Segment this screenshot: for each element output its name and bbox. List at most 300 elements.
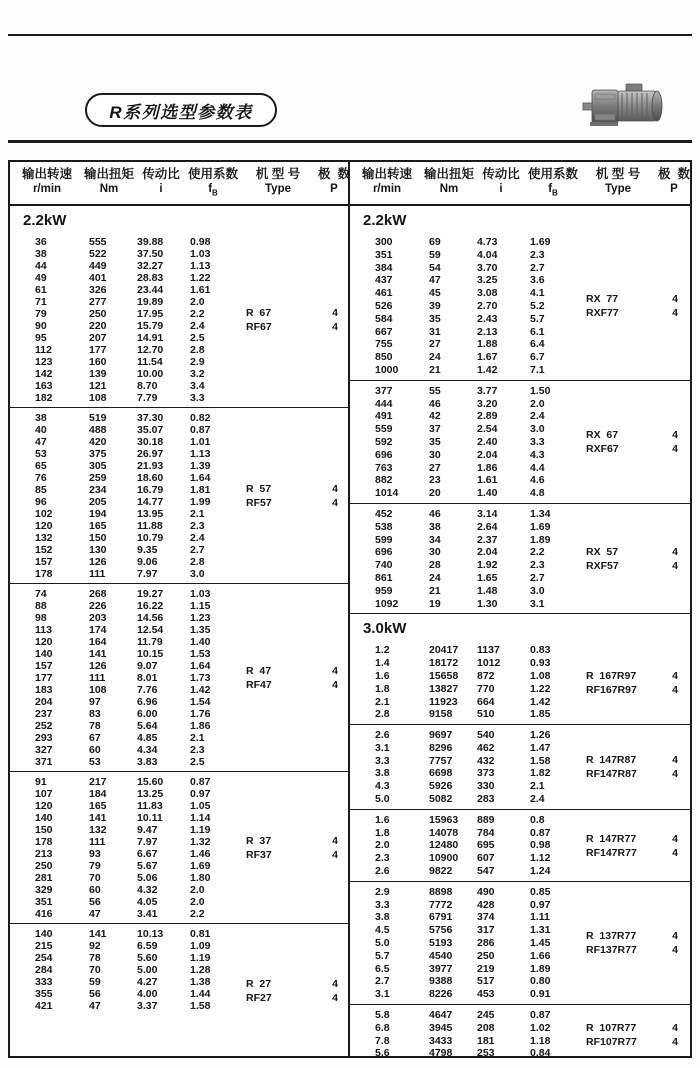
- poles-value: 4: [672, 846, 678, 859]
- cell: 4.3: [530, 448, 545, 461]
- cell: 329: [35, 884, 53, 896]
- table-row: [350, 1022, 576, 1035]
- cell: 9.35: [137, 544, 158, 556]
- table-row: [350, 729, 576, 742]
- cell: 2.04: [477, 448, 498, 461]
- cell: 112: [35, 344, 52, 356]
- cell: 26.97: [137, 448, 164, 460]
- cell: 47: [35, 436, 47, 448]
- cell: 61: [35, 284, 47, 296]
- cell: 592: [375, 435, 393, 448]
- cell: 111: [89, 836, 106, 848]
- cell: 250: [477, 949, 495, 962]
- cell: 3.20: [477, 397, 498, 410]
- cell: 4.32: [137, 884, 158, 896]
- cell: 7.97: [137, 568, 158, 580]
- cell: 0.83: [530, 644, 551, 657]
- table-row: [350, 780, 576, 793]
- column-header-unit: i: [499, 182, 503, 195]
- cell: 5.0: [375, 793, 390, 806]
- column-header-unit: Type: [605, 182, 631, 195]
- cell: 1.58: [190, 1000, 211, 1012]
- column-header-5: [238, 166, 318, 200]
- cell: 6698: [429, 767, 453, 780]
- table-row: [350, 827, 576, 840]
- model-type: R 167R97: [586, 669, 637, 682]
- table-row: [10, 236, 236, 248]
- cell: 10.11: [137, 812, 163, 824]
- cell: 37.50: [137, 248, 164, 260]
- cell: 163: [35, 380, 53, 392]
- table-row: [10, 380, 236, 392]
- table-row: [350, 755, 576, 768]
- cell: 1.6: [375, 669, 390, 682]
- cell: 3945: [429, 1021, 453, 1034]
- cell: 519: [89, 412, 107, 424]
- column-header-5: [578, 166, 658, 200]
- cell: 253: [477, 1047, 495, 1060]
- data-block: [10, 407, 348, 583]
- cell: 7.1: [530, 363, 545, 376]
- poles-value: 4: [672, 429, 678, 442]
- cell: 2.37: [477, 533, 498, 546]
- model-type-group: [246, 412, 322, 580]
- poles-value: 4: [672, 546, 678, 559]
- cell: 3.3: [190, 392, 205, 404]
- column-header-cn: 机 型 号: [255, 166, 301, 181]
- rows-group: [350, 886, 576, 1001]
- cell: 2.8: [375, 708, 390, 721]
- cell: 1.8: [375, 682, 390, 695]
- cell: 5.2: [530, 299, 545, 312]
- cell: 2.70: [477, 299, 498, 312]
- top-rule: [8, 34, 692, 36]
- cell: 102: [35, 508, 53, 520]
- data-block: [350, 724, 690, 809]
- table-row: [350, 572, 576, 585]
- cell: 83: [89, 708, 101, 720]
- cell: 3.0: [530, 423, 545, 436]
- cell: 1.15: [190, 600, 211, 612]
- cell: 1.03: [190, 248, 211, 260]
- table-content: [350, 206, 690, 1060]
- poles-value: 4: [332, 497, 338, 509]
- cell: 2.0: [375, 839, 390, 852]
- cell: 91: [35, 776, 47, 788]
- cell: 555: [89, 236, 107, 248]
- table-row: [10, 660, 236, 672]
- rows-group: [10, 412, 236, 580]
- cell: 37.30: [137, 412, 164, 424]
- cell: 0.97: [530, 898, 551, 911]
- table-row: [350, 1009, 576, 1022]
- cell: 35: [429, 435, 441, 448]
- cell: 13.95: [137, 508, 164, 520]
- cell: 204: [35, 696, 53, 708]
- cell: 2.9: [190, 356, 205, 368]
- cell: 24: [429, 571, 441, 584]
- table-row: [350, 1047, 576, 1060]
- data-block: [350, 640, 690, 724]
- cell: 0.98: [190, 236, 211, 248]
- cell: 3.1: [375, 988, 390, 1001]
- cell: 60: [89, 744, 101, 756]
- cell: 12.54: [137, 624, 164, 636]
- column-header-cn: 使用系数: [528, 166, 579, 181]
- poles-group: [322, 588, 348, 768]
- cell: 1.35: [190, 624, 211, 636]
- cell: 1.66: [530, 949, 551, 962]
- cell: 522: [89, 248, 107, 260]
- table-row: [10, 296, 236, 308]
- cell: 141: [89, 928, 107, 940]
- cell: 164: [89, 636, 107, 648]
- cell: 3.37: [137, 1000, 158, 1012]
- table-row: [10, 356, 236, 368]
- cell: 1.40: [477, 487, 498, 500]
- cell: 226: [89, 600, 107, 612]
- cell: 664: [477, 695, 495, 708]
- table-row: [10, 720, 236, 732]
- cell: 2.8: [190, 344, 205, 356]
- cell: 8898: [429, 885, 453, 898]
- poles-group: [662, 1009, 688, 1060]
- cell: 2.1: [375, 695, 390, 708]
- table-row: [350, 351, 576, 364]
- cell: 538: [375, 520, 393, 533]
- cell: 1.08: [530, 669, 551, 682]
- cell: 1.85: [530, 708, 551, 721]
- table-row: [350, 364, 576, 377]
- poles-value: 4: [332, 835, 338, 847]
- rows-group: [10, 928, 236, 1012]
- cell: 259: [89, 472, 107, 484]
- data-block: [10, 771, 348, 923]
- column-header-unit: P: [670, 182, 678, 195]
- cell: 92: [89, 940, 101, 952]
- table-row: [350, 963, 576, 976]
- cell: 17.95: [137, 308, 164, 320]
- cell: 178: [35, 836, 53, 848]
- cell: 2.2: [530, 546, 545, 559]
- unit-subscript: B: [552, 188, 558, 198]
- table-row: [10, 532, 236, 544]
- cell: 9388: [429, 975, 453, 988]
- table-row: [350, 521, 576, 534]
- poles-group: [662, 385, 688, 500]
- poles-value: 4: [672, 768, 678, 781]
- cell: 208: [477, 1021, 495, 1034]
- cell: 2.7: [190, 544, 205, 556]
- cell: 111: [89, 672, 106, 684]
- cell: 1.61: [190, 284, 211, 296]
- poles-value: 4: [672, 944, 678, 957]
- cell: 9822: [429, 865, 453, 878]
- cell: 56: [89, 988, 101, 1000]
- table-row: [350, 767, 576, 780]
- rows-group: [10, 588, 236, 768]
- cell: 67: [89, 732, 101, 744]
- cell: 65: [35, 460, 47, 472]
- rows-group: [350, 236, 576, 377]
- model-type: RF47: [246, 679, 272, 691]
- cell: 184: [89, 788, 107, 800]
- column-header-cn: 输出扭矩: [424, 166, 475, 181]
- table-row: [10, 908, 236, 920]
- cell: 9.07: [137, 660, 158, 672]
- table-row: [350, 326, 576, 339]
- poles-value: 4: [672, 669, 678, 682]
- rows-group: [350, 729, 576, 806]
- poles-value: 4: [672, 930, 678, 943]
- cell: 95: [35, 332, 47, 344]
- cell: 120: [35, 520, 53, 532]
- cell: 1.82: [530, 767, 551, 780]
- cell: 10.13: [137, 928, 164, 940]
- cell: 1.88: [477, 338, 498, 351]
- poles-value: 4: [672, 1035, 678, 1048]
- cell: 491: [375, 410, 393, 423]
- column-header-6: [658, 166, 690, 200]
- model-type-group: [586, 644, 662, 721]
- cell: 305: [89, 460, 107, 472]
- selection-parameter-table: [8, 160, 692, 1058]
- table-row: [350, 950, 576, 963]
- cell: 2.5: [190, 332, 205, 344]
- cell: 36: [35, 236, 47, 248]
- table-row: [350, 313, 576, 326]
- cell: 152: [35, 544, 53, 556]
- cell: 420: [89, 436, 107, 448]
- cell: 7.76: [137, 684, 158, 696]
- cell: 2.43: [477, 312, 498, 325]
- table-row: [10, 392, 236, 404]
- cell: 10.79: [137, 532, 164, 544]
- cell: 1.58: [530, 754, 551, 767]
- rows-group: [350, 385, 576, 500]
- table-row: [350, 338, 576, 351]
- cell: 157: [35, 660, 53, 672]
- cell: 10.15: [137, 648, 164, 660]
- cell: 108: [89, 392, 107, 404]
- table-row: [350, 975, 576, 988]
- cell: 7.79: [137, 392, 158, 404]
- cell: 3.1: [375, 741, 390, 754]
- table-row: [10, 460, 236, 472]
- table-row: [10, 836, 236, 848]
- cell: 1.89: [530, 962, 551, 975]
- column-header-unit: P: [330, 182, 338, 195]
- cell: 5926: [429, 780, 453, 793]
- table-row: [350, 814, 576, 827]
- table-row: [10, 976, 236, 988]
- poles-group: [322, 928, 348, 1053]
- column-header-4: [528, 166, 578, 200]
- cell: 1.65: [477, 571, 498, 584]
- poles-value: 4: [672, 832, 678, 845]
- cell: 3.0: [190, 568, 205, 580]
- cell: 11.88: [137, 520, 163, 532]
- data-block: [10, 583, 348, 771]
- table-row: [350, 886, 576, 899]
- rows-group: [350, 1009, 576, 1060]
- cell: 1.40: [190, 636, 211, 648]
- table-row: [10, 696, 236, 708]
- table-row: [10, 472, 236, 484]
- cell: 461: [375, 287, 393, 300]
- cell: 2.7: [375, 975, 390, 988]
- table-row: [10, 508, 236, 520]
- cell: 220: [89, 320, 107, 332]
- column-header-unit: i: [159, 182, 163, 195]
- model-type: R 47: [246, 665, 272, 677]
- cell: 0.80: [530, 975, 551, 988]
- cell: 416: [35, 908, 53, 920]
- cell: 4.85: [137, 732, 158, 744]
- cell: 351: [375, 248, 393, 261]
- cell: 130: [89, 544, 107, 556]
- unit-subscript: B: [212, 188, 218, 198]
- cell: 2.64: [477, 520, 498, 533]
- cell: 252: [35, 720, 53, 732]
- cell: 177: [35, 672, 53, 684]
- cell: 1.13: [190, 260, 211, 272]
- column-header-6: [318, 166, 350, 200]
- cell: 755: [375, 338, 393, 351]
- cell: 39.88: [137, 236, 164, 248]
- cell: 6.5: [375, 962, 390, 975]
- cell: 88: [35, 600, 47, 612]
- cell: 107: [35, 788, 53, 800]
- cell: 18172: [429, 657, 459, 670]
- table-row: [350, 385, 576, 398]
- cell: 8226: [429, 988, 453, 1001]
- cell: 30.18: [137, 436, 164, 448]
- cell: 526: [375, 299, 393, 312]
- column-header-cn: 极 数: [318, 166, 350, 181]
- column-header-row: [350, 162, 690, 206]
- section-label: 2.2kW: [23, 212, 67, 229]
- cell: 1.86: [190, 720, 211, 732]
- cell: 5.67: [137, 860, 158, 872]
- cell: 1.01: [190, 436, 211, 448]
- cell: 889: [477, 813, 495, 826]
- data-block: [350, 881, 690, 1004]
- table-row: [350, 423, 576, 436]
- cell: 286: [477, 937, 495, 950]
- page-title: R系列选型参数表: [85, 93, 277, 127]
- cell: 11923: [429, 695, 458, 708]
- section-label: 2.2kW: [363, 212, 407, 229]
- table-row: [350, 598, 576, 611]
- cell: 126: [89, 556, 107, 568]
- table-row: [350, 487, 576, 500]
- cell: 1.44: [190, 988, 211, 1000]
- cell: 452: [375, 507, 393, 520]
- cell: 1.45: [530, 937, 551, 950]
- cell: 54: [429, 261, 441, 274]
- cell: 3977: [429, 962, 453, 975]
- cell: 18.60: [137, 472, 164, 484]
- cell: 763: [375, 461, 393, 474]
- poles-value: 4: [332, 679, 338, 691]
- cell: 1.42: [477, 363, 498, 376]
- cell: 2.3: [530, 559, 545, 572]
- cell: 373: [477, 767, 495, 780]
- cell: 3.08: [477, 287, 498, 300]
- cell: 35.07: [137, 424, 164, 436]
- cell: 1.31: [530, 924, 551, 937]
- poles-value: 4: [332, 321, 338, 333]
- column-header-cn: 输出转速: [361, 166, 412, 181]
- cell: 384: [375, 261, 393, 274]
- cell: 696: [375, 448, 393, 461]
- cell: 19.89: [137, 296, 164, 308]
- cell: 1.73: [190, 672, 211, 684]
- cell: 1.13: [190, 448, 211, 460]
- cell: 959: [375, 584, 393, 597]
- cell: 1.22: [190, 272, 211, 284]
- model-type-group: [586, 236, 662, 377]
- cell: 21: [429, 584, 441, 597]
- table-row: [350, 742, 576, 755]
- cell: 250: [35, 860, 53, 872]
- cell: 0.84: [530, 1047, 551, 1060]
- table-row: [10, 320, 236, 332]
- table-row: [10, 308, 236, 320]
- cell: 12.70: [137, 344, 164, 356]
- cell: 2.54: [477, 423, 498, 436]
- cell: 2.7: [530, 571, 545, 584]
- cell: 19: [429, 597, 441, 610]
- cell: 0.98: [530, 839, 551, 852]
- cell: 1.23: [190, 612, 211, 624]
- cell: 28: [429, 559, 441, 572]
- cell: 8.01: [137, 672, 158, 684]
- cell: 14078: [429, 826, 459, 839]
- table-row: [10, 496, 236, 508]
- cell: 3.8: [375, 911, 390, 924]
- cell: 1.48: [477, 584, 498, 597]
- table-row: [350, 462, 576, 475]
- cell: 330: [477, 780, 495, 793]
- cell: 35: [429, 312, 441, 325]
- cell: 13827: [429, 682, 459, 695]
- table-row: [10, 260, 236, 272]
- cell: 126: [89, 660, 107, 672]
- header-rule: [8, 140, 692, 143]
- cell: 740: [375, 559, 393, 572]
- cell: 1.64: [190, 660, 211, 672]
- cell: 1.2: [375, 644, 390, 657]
- table-row: [10, 788, 236, 800]
- cell: 2.89: [477, 410, 498, 423]
- cell: 2.13: [477, 325, 498, 338]
- cell: 19.27: [137, 588, 164, 600]
- cell: 784: [477, 826, 495, 839]
- rows-group: [10, 236, 236, 404]
- cell: 2.0: [530, 397, 545, 410]
- cell: 123: [35, 356, 53, 368]
- table-row: [10, 636, 236, 648]
- cell: 0.87: [190, 776, 211, 788]
- cell: 2.3: [190, 520, 205, 532]
- column-header-unit: $f_B$: [548, 182, 558, 198]
- table-row: [350, 852, 576, 865]
- poles-value: 4: [332, 665, 338, 677]
- table-row: [10, 648, 236, 660]
- cell: 1.47: [530, 741, 551, 754]
